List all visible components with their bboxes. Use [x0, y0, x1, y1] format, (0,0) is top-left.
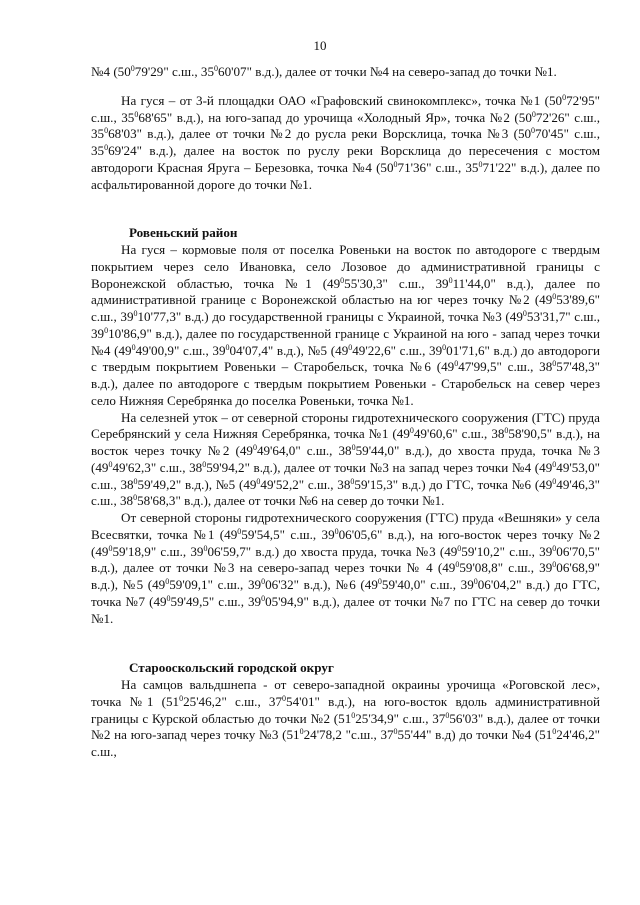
section-heading: Старооскольский городской округ: [129, 660, 334, 676]
paragraph: На селезней уток – от северной стороны гидротехнического сооружения (ГТС) пруда Серебрянский у села Нижняя Серебрянка, точка №1 ($49^049'60,6$" с.ш., $38^058'90,5$" в.д.), на восток через точку №2 ($49^049'64,0$" с.ш., $38^059'44,0$" в.д.), до хвоста пруда, точка №3 ($49^049'62,3$" с.ш., $38^059'94,2$" в.д.), далее от точки №3 на запад через точки №4 ($49^049'53,0$" с.ш., $38^059'49,2$" в.д.), №5 ($49^049'52,2$" с.ш., $38^059'15,3$" в.д.) до ГТС, точка №6 ($49^049'46,3$" с.ш., $38^058'68,3$" в.д.), далее от точки №6 на север до точки №1.: [91, 409, 600, 509]
document-body: [91, 64, 600, 761]
paragraph: От северной стороны гидротехнического сооружения (ГТС) пруда «Вешняки» у села Всесвятки, точка №1 ($49^059'54,5$" с.ш., $39^006'05,6$" в.д.), на юго-восток через точку №2 ($49^059'18,9$" с.ш., $39^006'59,7$" в.д.) до хвоста пруда, точка №3 ($49^059'10,2$" с.ш., $39^006'70,5$" в.д.), далее от точки №3 на северо-запад через точки № 4 ($49^059'08,8$" с.ш., $39^006'68,9$" в.д.), №5 ($49^059'09,1$" с.ш., $39^006'32$" в.д.), №6 ($49^059'40,0$" с.ш., $39^006'04,2$" в.д.) до ГТС, точка №7 ($49^059'49,5$" с.ш., $39^005'94,9$" в.д.), далее от точки №7 по ГТС на север до точки №1.: [91, 510, 600, 626]
paragraph: На гуся – кормовые поля от поселка Ровеньки на восток по автодороге с твердым покрытием через село Ивановка, село Лозовое до административной границы с Воронежской областью, точка №1 ($49^055'30,3$" с.ш., $39^011'44,0$" в.д.), далее по административной границе с Воронежской областью на юг через точку №2 ($49^053'89,6$" с.ш., $39^010'77,3$" в.д.) до государственной границы с Украиной, точка №3 ($49^053'31,7$" с.ш., $39^010'86,9$" в.д.), далее по государственной границе с Украиной на юго - запад через точки №4 ($49^049'00,9$" с.ш., $39^004'07,4$" в.д.), №5 ($49^049'22,6$" с.ш., $39^001'71,6$" в.д.) до автодороги с твердым покрытием Ровеньки – Старобельск, точка №6 ($49^047'99,5$" с.ш., $38^057'48,3$" в.д.), далее по автодороге с твердым покрытием Ровеньки - Старобельск на север через село Нижняя Серебрянка до поселка Ровеньки, точка №1.: [91, 242, 600, 408]
page-number: 10: [313, 38, 327, 53]
paragraph: На самцов вальдшнепа - от северо-западной окраины урочища «Роговской лес», точка №1 ($51^025'46,2$" с.ш., $37^054'01$" в.д.), на юго-восток вдоль административной границы с Курской областью до точки №2 ($51^025'34,9$" с.ш., $37^056'03$" в.д.), далее от точки №2 на юго-запад через точку №3 ($51^024'78,2$ "с.ш., $37^055'44$" в.д) до точки №4 ($51^024'46,2$" с.ш.,: [91, 677, 601, 759]
paragraph-gap: [91, 81, 600, 93]
paragraph: №4 ($50^079'29$" с.ш., $35^060'07$" в.д.), далее от точки №4 на северо-запад до точки №1.: [91, 64, 557, 79]
section-heading: Ровеньский район: [129, 225, 238, 241]
paragraph: На гуся – от 3-й площадки ОАО «Графовский свинокомплекс», точка №1 ($50^072'95$" с.ш., $35^068'65$" в.д.), на юго-запад до урочища «Холодный Яр», точка №2 ($50^072'26$" с.ш., $35^068'03$" в.д.), далее от точки №2 до русла реки Ворсклица, точка №3 ($50^070'45$" с.ш., $35^069'24$" в.д.), далее на восток по руслу реки Ворсклица до пересечения с мостом автодороги Красная Яруга – Березовка, точка №4 ($50^071'36$" с.ш., $35^071'22$" в.д.), далее по асфальтированной дороге до точки №1.: [91, 92, 600, 192]
